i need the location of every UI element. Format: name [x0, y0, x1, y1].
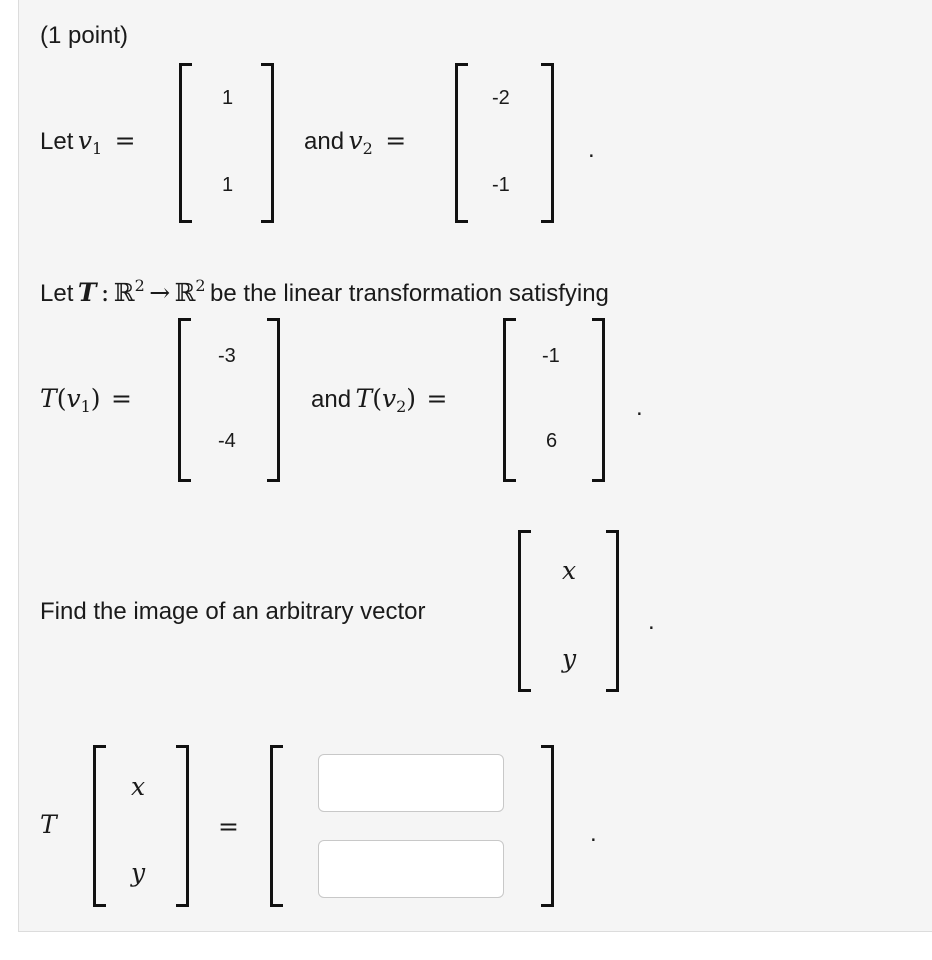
- Tv2-left-bracket: [503, 318, 516, 482]
- Tv2-label: and $T(v_2)$ =: [311, 384, 448, 416]
- v2-entry-2: -1: [492, 174, 510, 196]
- let-word: Let: [40, 128, 74, 155]
- answer-vector-right-bracket: [176, 745, 189, 907]
- v2-definition: [304, 126, 406, 158]
- period: .: [588, 136, 595, 163]
- v2-right-bracket: [541, 63, 554, 223]
- v2-entry-1: -2: [492, 87, 510, 109]
- T-symbol: T: [77, 278, 97, 307]
- answer-vector-y: y: [131, 858, 146, 887]
- question-prompt: Find the image of an arbitrary vector: [40, 598, 426, 625]
- answer-input-first-component[interactable]: [318, 754, 504, 812]
- result-right-bracket: [541, 745, 554, 907]
- answer-input-second-component[interactable]: [318, 840, 504, 898]
- and-word: and: [304, 128, 345, 155]
- v2-symbol: $v_2$: [348, 126, 373, 158]
- equals-sign: =: [426, 384, 448, 413]
- v1-definition: [40, 126, 136, 158]
- domain-space: ℝ$^2$: [113, 276, 145, 307]
- Tv2-entry-1: -1: [542, 345, 560, 367]
- codomain-space: ℝ$^2$: [174, 276, 206, 307]
- v1-left-bracket: [179, 63, 192, 223]
- let-word: Let: [40, 280, 74, 307]
- transformation-description: be the linear transformation satisfying: [210, 280, 609, 307]
- equals-sign: =: [114, 126, 136, 155]
- arbitrary-vector-y: y: [562, 644, 577, 673]
- Tv1-label: $T(v_1)$ =: [40, 384, 132, 416]
- arrow-icon: →: [149, 278, 171, 307]
- period: .: [636, 394, 643, 421]
- v1-entry-2: 1: [222, 174, 234, 196]
- transformation-definition: [40, 276, 609, 308]
- answer-vector-left-bracket: [93, 745, 106, 907]
- arbitrary-vector-right-bracket: [606, 530, 619, 692]
- Tv2-right-bracket: [592, 318, 605, 482]
- answer-T-symbol: T: [40, 810, 57, 839]
- Tv1-entry-1: -3: [218, 345, 236, 367]
- v1-entry-1: 1: [222, 87, 234, 109]
- v2-left-bracket: [455, 63, 468, 223]
- v1-symbol: $v_1$: [77, 126, 103, 158]
- Tv1-left-bracket: [178, 318, 191, 482]
- arbitrary-vector-left-bracket: [518, 530, 531, 692]
- equals-sign: =: [110, 384, 132, 413]
- equals-sign: =: [385, 126, 407, 155]
- period: .: [590, 820, 597, 847]
- result-left-bracket: [270, 745, 283, 907]
- Tv1-right-bracket: [267, 318, 280, 482]
- period: .: [648, 608, 655, 635]
- colon: :: [100, 278, 110, 307]
- Tv2-entry-2: 6: [546, 430, 558, 452]
- arbitrary-vector-x: x: [562, 556, 577, 585]
- points-label: (1 point): [40, 22, 129, 49]
- Tv1-entry-2: -4: [218, 430, 236, 452]
- v1-right-bracket: [261, 63, 274, 223]
- equals-sign: =: [218, 812, 239, 841]
- answer-vector-x: x: [131, 772, 146, 801]
